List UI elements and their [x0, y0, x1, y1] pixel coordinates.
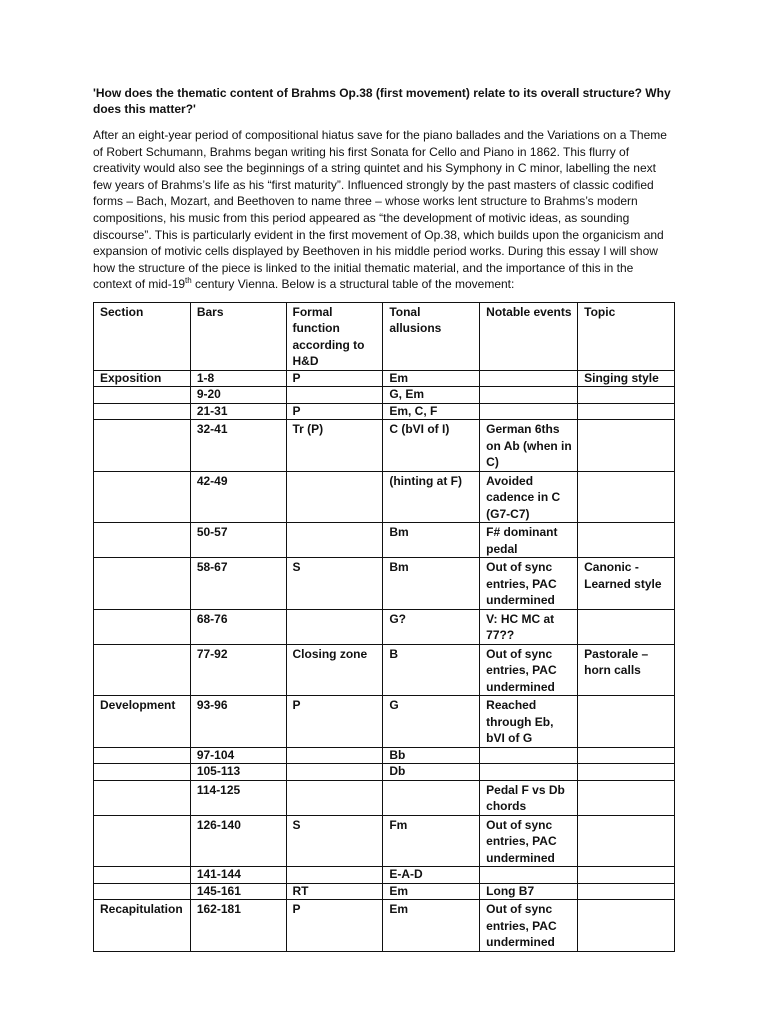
cell-section — [94, 558, 191, 610]
header-tonal-allusions: Tonal allusions — [383, 302, 480, 370]
cell-formal-function: P — [286, 696, 383, 748]
cell-formal-function — [286, 780, 383, 815]
cell-tonal-allusions: Db — [383, 764, 480, 781]
cell-section: Recapitulation — [94, 900, 191, 952]
table-row — [94, 780, 675, 815]
cell-tonal-allusions: Em — [383, 900, 480, 952]
cell-tonal-allusions: G? — [383, 609, 480, 644]
cell-bars: 126-140 — [190, 815, 286, 867]
cell-tonal-allusions: Bb — [383, 747, 480, 764]
cell-bars: 9-20 — [190, 387, 286, 404]
cell-section — [94, 523, 191, 558]
cell-tonal-allusions: Em — [383, 883, 480, 900]
cell-section — [94, 815, 191, 867]
header-bars: Bars — [190, 302, 286, 370]
cell-topic — [578, 764, 675, 781]
cell-formal-function — [286, 471, 383, 523]
cell-notable-events: Out of sync entries, PAC undermined — [480, 558, 578, 610]
cell-section — [94, 644, 191, 696]
cell-bars: 50-57 — [190, 523, 286, 558]
structural-table — [93, 302, 675, 952]
cell-topic — [578, 867, 675, 884]
cell-bars: 145-161 — [190, 883, 286, 900]
table-row — [94, 370, 675, 387]
table-row — [94, 609, 675, 644]
cell-section — [94, 764, 191, 781]
intro-paragraph — [93, 127, 675, 293]
cell-section: Exposition — [94, 370, 191, 387]
cell-tonal-allusions: Bm — [383, 523, 480, 558]
cell-notable-events: Avoided cadence in C (G7-C7) — [480, 471, 578, 523]
cell-section — [94, 609, 191, 644]
cell-bars: 68-76 — [190, 609, 286, 644]
cell-formal-function: P — [286, 370, 383, 387]
cell-formal-function — [286, 867, 383, 884]
table-row — [94, 900, 675, 952]
cell-notable-events — [480, 764, 578, 781]
table-row — [94, 387, 675, 404]
intro-text-1: After an eight-year period of compositional hiatus save for the piano ballades and the Variations on a Theme of Robert Schumann, Brahms began writing his first Sonata for Cello and Piano in 1862. This flurry of creativity would also see the beginnings of a string quintet and his Symphony in C minor, labelling the next few years of Brahms’s life as his “first maturity”. Influenced strongly by the past masters of classic codified forms – Bach, Mozart, and Beethoven to name three – whose works lent structure to Brahms’s modern compositions, his music from this period appeared as “the development of motivic ideas, as sounding discourse”. This is particularly evident in the first movement of Op.38, which builds upon the organicism and expansion of motivic cells displayed by Beethoven in his middle period works. During this essay I will show how the structure of the piece is linked to the initial thematic material, and the importance of this in the context of mid-19 — [93, 128, 667, 292]
cell-section — [94, 471, 191, 523]
cell-topic: Pastorale – horn calls — [578, 644, 675, 696]
table-row — [94, 420, 675, 472]
table-body — [94, 370, 675, 951]
table-row — [94, 747, 675, 764]
table-row — [94, 696, 675, 748]
cell-tonal-allusions — [383, 780, 480, 815]
cell-bars: 21-31 — [190, 403, 286, 420]
cell-bars: 1-8 — [190, 370, 286, 387]
cell-notable-events: Reached through Eb, bVI of G — [480, 696, 578, 748]
cell-section — [94, 883, 191, 900]
cell-formal-function — [286, 523, 383, 558]
cell-tonal-allusions: G, Em — [383, 387, 480, 404]
cell-topic — [578, 780, 675, 815]
cell-tonal-allusions: E-A-D — [383, 867, 480, 884]
cell-tonal-allusions: G — [383, 696, 480, 748]
cell-topic — [578, 900, 675, 952]
intro-text-2: century Vienna. Below is a structural table of the movement: — [191, 277, 515, 292]
document-page — [93, 86, 675, 952]
cell-formal-function: P — [286, 403, 383, 420]
table-row — [94, 867, 675, 884]
cell-formal-function: Tr (P) — [286, 420, 383, 472]
intro-superscript: th — [185, 276, 192, 286]
cell-formal-function: S — [286, 815, 383, 867]
cell-formal-function — [286, 387, 383, 404]
cell-bars: 162-181 — [190, 900, 286, 952]
cell-formal-function — [286, 747, 383, 764]
table-row — [94, 764, 675, 781]
cell-section — [94, 747, 191, 764]
header-formal-function: Formal function according to H&D — [286, 302, 383, 370]
table-row — [94, 644, 675, 696]
cell-tonal-allusions: C (bVI of I) — [383, 420, 480, 472]
cell-bars: 105-113 — [190, 764, 286, 781]
cell-formal-function — [286, 764, 383, 781]
table-header-row — [94, 302, 675, 370]
cell-topic — [578, 696, 675, 748]
cell-notable-events: Out of sync entries, PAC undermined — [480, 815, 578, 867]
cell-topic — [578, 403, 675, 420]
cell-topic — [578, 523, 675, 558]
header-notable-events: Notable events — [480, 302, 578, 370]
cell-notable-events: F# dominant pedal — [480, 523, 578, 558]
cell-tonal-allusions: Em — [383, 370, 480, 387]
header-section: Section — [94, 302, 191, 370]
cell-tonal-allusions: Em, C, F — [383, 403, 480, 420]
cell-section: Development — [94, 696, 191, 748]
cell-formal-function — [286, 609, 383, 644]
cell-notable-events — [480, 387, 578, 404]
cell-bars: 114-125 — [190, 780, 286, 815]
cell-section — [94, 403, 191, 420]
cell-tonal-allusions: Bm — [383, 558, 480, 610]
table-row — [94, 471, 675, 523]
table-row — [94, 815, 675, 867]
cell-bars: 77-92 — [190, 644, 286, 696]
table-row — [94, 883, 675, 900]
cell-topic — [578, 387, 675, 404]
cell-topic — [578, 609, 675, 644]
cell-topic — [578, 883, 675, 900]
cell-notable-events: Out of sync entries, PAC undermined — [480, 900, 578, 952]
cell-bars: 32-41 — [190, 420, 286, 472]
cell-notable-events — [480, 370, 578, 387]
cell-notable-events: German 6ths on Ab (when in C) — [480, 420, 578, 472]
cell-section — [94, 780, 191, 815]
cell-notable-events — [480, 867, 578, 884]
cell-notable-events: Out of sync entries, PAC undermined — [480, 644, 578, 696]
cell-topic: Singing style — [578, 370, 675, 387]
cell-bars: 97-104 — [190, 747, 286, 764]
cell-topic — [578, 815, 675, 867]
table-row — [94, 523, 675, 558]
cell-formal-function: RT — [286, 883, 383, 900]
cell-formal-function: Closing zone — [286, 644, 383, 696]
cell-bars: 93-96 — [190, 696, 286, 748]
table-row — [94, 403, 675, 420]
cell-notable-events: Pedal F vs Db chords — [480, 780, 578, 815]
essay-title: 'How does the thematic content of Brahms Op.38 (first movement) relate to its overall structure? Why does this matter?' — [93, 86, 671, 116]
cell-topic: Canonic -Learned style — [578, 558, 675, 610]
cell-topic — [578, 420, 675, 472]
cell-notable-events — [480, 403, 578, 420]
cell-formal-function: S — [286, 558, 383, 610]
cell-notable-events: Long B7 — [480, 883, 578, 900]
cell-section — [94, 387, 191, 404]
cell-bars: 42-49 — [190, 471, 286, 523]
cell-section — [94, 867, 191, 884]
cell-section — [94, 420, 191, 472]
cell-topic — [578, 747, 675, 764]
cell-bars: 141-144 — [190, 867, 286, 884]
cell-notable-events: V: HC MC at 77?? — [480, 609, 578, 644]
cell-tonal-allusions: (hinting at F) — [383, 471, 480, 523]
cell-tonal-allusions: B — [383, 644, 480, 696]
cell-notable-events — [480, 747, 578, 764]
cell-topic — [578, 471, 675, 523]
cell-formal-function: P — [286, 900, 383, 952]
cell-bars: 58-67 — [190, 558, 286, 610]
header-topic: Topic — [578, 302, 675, 370]
cell-tonal-allusions: Fm — [383, 815, 480, 867]
table-row — [94, 558, 675, 610]
